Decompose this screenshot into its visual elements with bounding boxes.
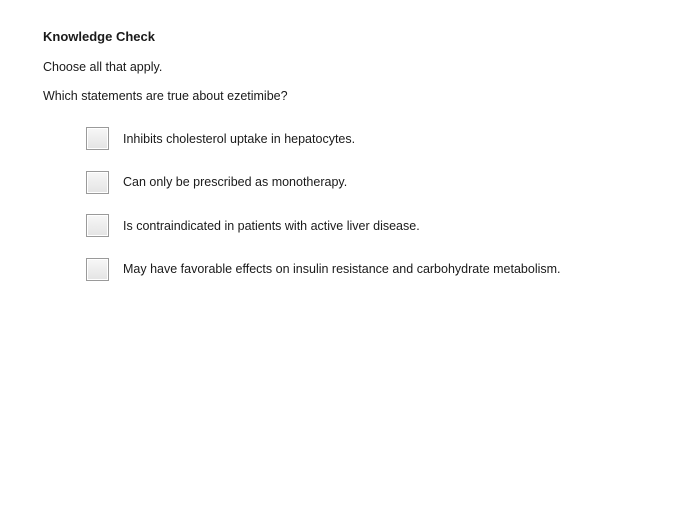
instruction-text: Choose all that apply. (43, 60, 163, 74)
answer-checkbox-1[interactable] (86, 127, 109, 150)
answer-checkbox-3[interactable] (86, 214, 109, 237)
answer-options (86, 126, 686, 300)
question-text: Which statements are true about ezetimibe? (43, 89, 288, 103)
answer-label-2[interactable]: Can only be prescribed as monotherapy. (123, 175, 348, 189)
answer-option-1[interactable] (86, 126, 686, 151)
answer-option-4[interactable] (86, 257, 686, 282)
answer-label-4[interactable]: May have favorable effects on insulin resistance and carbohydrate metabolism. (123, 262, 561, 276)
answer-option-3[interactable] (86, 213, 686, 238)
page-title: Knowledge Check (43, 29, 155, 44)
answer-label-1[interactable]: Inhibits cholesterol uptake in hepatocytes. (123, 131, 356, 146)
answer-option-2[interactable] (86, 170, 686, 195)
answer-checkbox-4[interactable] (86, 258, 109, 281)
answer-label-3[interactable]: Is contraindicated in patients with active liver disease. (123, 218, 420, 233)
answer-checkbox-2[interactable] (86, 171, 109, 194)
